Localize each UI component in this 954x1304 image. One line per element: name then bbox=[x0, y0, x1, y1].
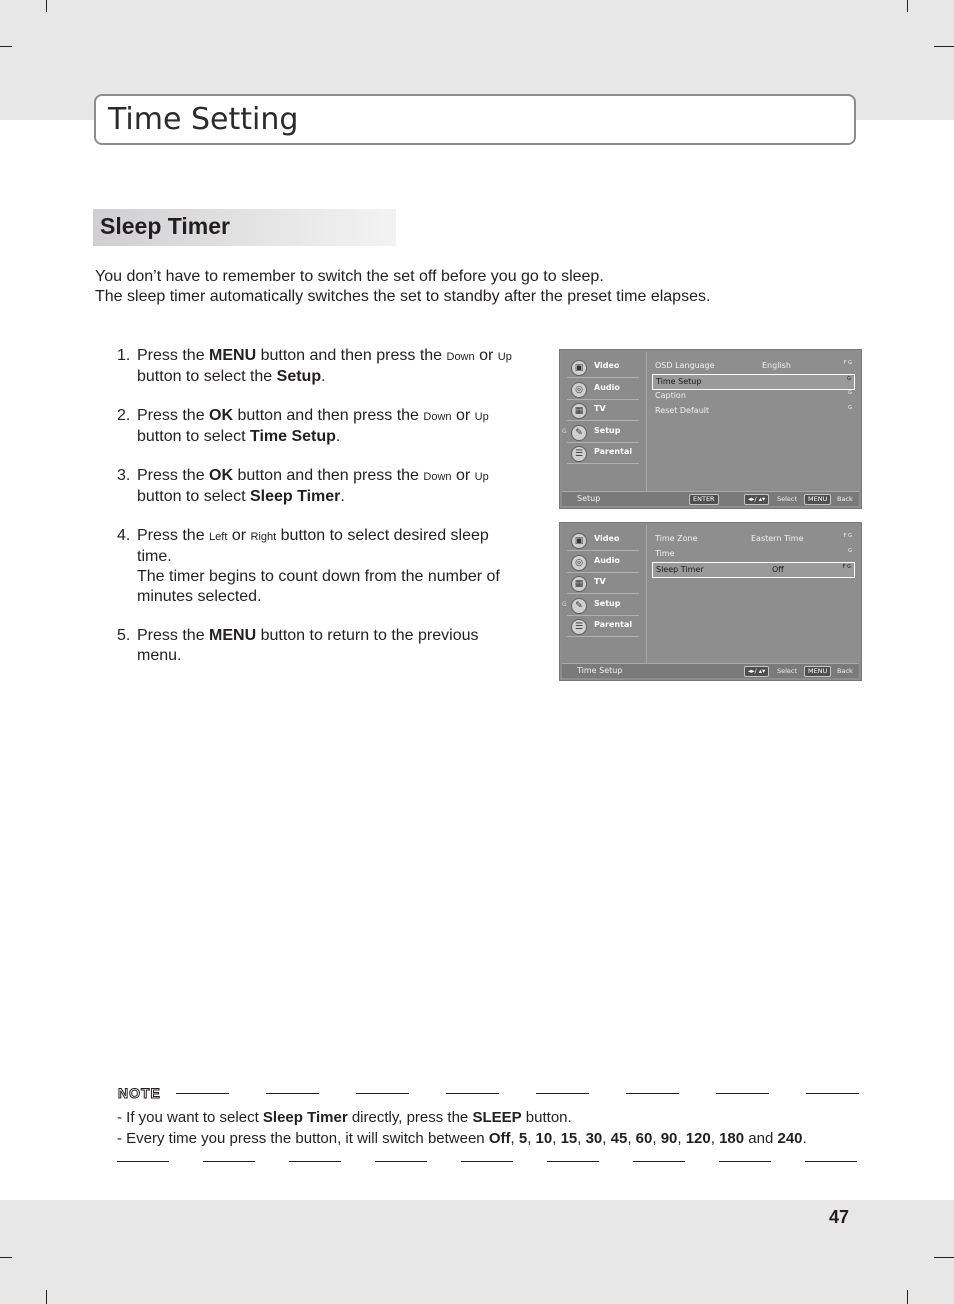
video-icon: ▣ bbox=[571, 360, 587, 376]
step-key: Up bbox=[497, 351, 512, 363]
step-text: button to select the bbox=[137, 368, 277, 385]
sidebar-item-setup bbox=[562, 595, 639, 616]
osd-setup-menu bbox=[559, 349, 862, 509]
sidebar-item-label: Setup bbox=[594, 598, 621, 608]
note-bold: SLEEP bbox=[472, 1109, 522, 1126]
step-text: or bbox=[451, 407, 475, 424]
note-text: , bbox=[552, 1130, 561, 1147]
step-text: The timer begins to count down from the number of minutes selected. bbox=[137, 568, 500, 605]
step-number: 1. bbox=[117, 347, 131, 364]
step-text: Press the bbox=[137, 527, 210, 544]
osd-menu-row bbox=[652, 389, 855, 403]
enter-chip: ENTER bbox=[689, 494, 719, 505]
tv-icon: ▦ bbox=[571, 403, 587, 419]
crop-mark bbox=[907, 0, 908, 12]
osd-row-label: Time Zone bbox=[655, 534, 698, 543]
osd-row-value: Off bbox=[772, 565, 784, 574]
osd-main-panel bbox=[647, 525, 859, 663]
osd-status-path: Time Setup bbox=[577, 666, 623, 675]
note-text: directly, press the bbox=[347, 1109, 473, 1126]
setup-icon: ✎ bbox=[571, 598, 587, 614]
osd-row-mark: G bbox=[848, 390, 852, 396]
sidebar-item-label: Parental bbox=[594, 620, 633, 629]
step-bold: MENU bbox=[209, 347, 257, 364]
sidebar-item-label: Video bbox=[594, 361, 620, 370]
section-header bbox=[93, 209, 396, 246]
section-title: Sleep Timer bbox=[100, 213, 230, 239]
step-key: Right bbox=[250, 531, 277, 543]
back-label: Back bbox=[837, 667, 853, 675]
step-text: or bbox=[474, 347, 498, 364]
note-label: NOTE bbox=[118, 1085, 161, 1101]
parental-icon: ☰ bbox=[571, 619, 587, 635]
note-bold: Off bbox=[488, 1130, 511, 1147]
step-item bbox=[117, 626, 517, 666]
note-bold: 30 bbox=[585, 1130, 603, 1147]
sidebar-item-video bbox=[567, 530, 639, 551]
osd-main-panel bbox=[647, 352, 859, 491]
intro-line: The sleep timer automatically switches the set to standby after the preset time elapses. bbox=[95, 288, 711, 305]
steps-list bbox=[117, 346, 517, 685]
note-item bbox=[117, 1128, 877, 1149]
step-item bbox=[117, 346, 517, 387]
osd-row-label: Caption bbox=[655, 391, 686, 400]
sidebar-item-label: Video bbox=[594, 534, 620, 543]
note-text: , bbox=[577, 1130, 586, 1147]
step-key: Down bbox=[446, 351, 475, 363]
note-rule-segment bbox=[375, 1161, 427, 1162]
osd-menu-row bbox=[652, 547, 855, 561]
sidebar-item-tv bbox=[567, 400, 639, 421]
note-bold: 5 bbox=[518, 1130, 528, 1147]
step-text: or bbox=[451, 467, 475, 484]
osd-status-bar bbox=[562, 491, 859, 506]
sidebar-item-label: Audio bbox=[594, 555, 620, 565]
step-item bbox=[117, 466, 517, 507]
note-bold: 60 bbox=[635, 1130, 653, 1147]
note-text: . bbox=[802, 1130, 807, 1147]
step-key: Down bbox=[423, 411, 452, 423]
step-text: . bbox=[340, 488, 345, 505]
video-icon: ▣ bbox=[571, 533, 587, 549]
note-bold: 15 bbox=[560, 1130, 578, 1147]
tv-icon: ▦ bbox=[571, 576, 587, 592]
step-number: 4. bbox=[117, 527, 131, 544]
note-text: , bbox=[527, 1130, 536, 1147]
page-title-box bbox=[94, 94, 856, 145]
step-key: Down bbox=[423, 471, 452, 483]
osd-row-label: Sleep Timer bbox=[656, 565, 704, 574]
step-text: or bbox=[227, 527, 251, 544]
step-bold: Sleep Timer bbox=[249, 488, 341, 505]
step-number: 2. bbox=[117, 407, 131, 424]
intro-text bbox=[95, 267, 855, 307]
note-rule-segment bbox=[626, 1093, 679, 1094]
crop-mark bbox=[907, 1290, 908, 1304]
osd-row-value: Eastern Time bbox=[751, 534, 804, 543]
footer-band bbox=[0, 1200, 954, 1304]
osd-menu-row bbox=[652, 562, 855, 578]
note-rule-segment bbox=[633, 1161, 685, 1162]
note-text: , bbox=[710, 1130, 720, 1147]
osd-menu-row bbox=[652, 374, 855, 390]
sidebar-item-parental bbox=[567, 443, 639, 464]
step-number: 3. bbox=[117, 467, 131, 484]
note-rule-segment bbox=[117, 1161, 169, 1162]
note-rule-segment bbox=[176, 1093, 229, 1094]
step-key: Up bbox=[474, 411, 489, 423]
parental-icon: ☰ bbox=[571, 446, 587, 462]
crop-mark bbox=[0, 46, 12, 47]
back-label: Back bbox=[837, 495, 853, 503]
step-number: 5. bbox=[117, 627, 131, 644]
note-text: , bbox=[602, 1130, 611, 1147]
step-bold: OK bbox=[209, 407, 234, 424]
osd-row-mark: G bbox=[848, 405, 852, 411]
audio-icon: ◎ bbox=[571, 555, 587, 571]
note-bold: 10 bbox=[535, 1130, 553, 1147]
step-text: button and then press the bbox=[233, 467, 424, 484]
step-text: button to select desired sleep time. bbox=[137, 527, 489, 565]
step-text: button and then press the bbox=[256, 347, 447, 364]
crop-mark bbox=[46, 1290, 47, 1304]
note-rule-segment bbox=[289, 1161, 341, 1162]
intro-line: You don’t have to remember to switch the set off before you go to sleep. bbox=[95, 268, 604, 285]
step-bold: Time Setup bbox=[249, 428, 336, 445]
sidebar-item-label: Parental bbox=[594, 447, 633, 456]
note-rule-segment bbox=[536, 1093, 589, 1094]
step-key: Left bbox=[209, 531, 228, 543]
sidebar-item-setup bbox=[562, 422, 639, 443]
step-item bbox=[117, 406, 517, 447]
step-item bbox=[117, 526, 517, 607]
note-item bbox=[117, 1107, 877, 1128]
sidebar-item-tv bbox=[567, 573, 639, 594]
osd-row-label: Time Setup bbox=[656, 377, 702, 386]
step-text: button to return to the previous menu. bbox=[137, 627, 479, 664]
osd-row-mark: G bbox=[848, 548, 852, 554]
audio-icon: ◎ bbox=[571, 382, 587, 398]
step-text: . bbox=[335, 428, 341, 445]
note-rule-segment bbox=[547, 1161, 599, 1162]
osd-sidebar bbox=[562, 525, 647, 663]
select-label: Select bbox=[777, 495, 798, 503]
note-text: , bbox=[510, 1130, 519, 1147]
osd-status-bar bbox=[562, 663, 859, 678]
select-label: Select bbox=[777, 667, 798, 675]
note-text: , bbox=[677, 1130, 686, 1147]
sidebar-item-label: TV bbox=[594, 577, 606, 586]
osd-menu-row bbox=[652, 404, 855, 418]
sidebar-item-label: TV bbox=[594, 404, 606, 413]
note-text: , bbox=[627, 1130, 636, 1147]
note-bold: 120 bbox=[685, 1130, 711, 1147]
step-text: Press the bbox=[137, 627, 210, 644]
osd-row-label: Time bbox=[655, 549, 675, 558]
crop-mark bbox=[0, 1257, 12, 1258]
osd-row-mark: G bbox=[847, 376, 851, 382]
note-rule-segment bbox=[266, 1093, 319, 1094]
menu-chip: MENU bbox=[804, 666, 831, 677]
sidebar-item-audio bbox=[567, 552, 639, 573]
note-text: and bbox=[744, 1130, 778, 1147]
sidebar-item-label: Setup bbox=[594, 425, 621, 435]
sidebar-marker: G bbox=[562, 427, 567, 435]
step-text: Press the bbox=[137, 347, 210, 364]
step-text: button and then press the bbox=[233, 407, 424, 424]
note-bold: 90 bbox=[660, 1130, 678, 1147]
step-text: button to select bbox=[137, 428, 250, 445]
note-text: button. bbox=[521, 1109, 572, 1126]
note-bold: 240 bbox=[777, 1130, 803, 1147]
note-rule-segment bbox=[356, 1093, 409, 1094]
crop-mark bbox=[934, 46, 954, 47]
step-text: Press the bbox=[137, 467, 210, 484]
osd-status-path: Setup bbox=[577, 494, 601, 503]
osd-row-mark: F G bbox=[843, 360, 852, 366]
nav-chip: ◂▸/ ▴▾ bbox=[744, 666, 769, 677]
page-number: 47 bbox=[829, 1207, 850, 1227]
note-bold: 45 bbox=[610, 1130, 628, 1147]
note-rule-segment bbox=[203, 1161, 255, 1162]
osd-menu-row bbox=[652, 359, 855, 373]
nav-chip: ◂▸/ ▴▾ bbox=[744, 494, 769, 505]
note-rule-segment bbox=[806, 1093, 859, 1094]
setup-icon: ✎ bbox=[571, 425, 587, 441]
sidebar-item-audio bbox=[567, 379, 639, 400]
osd-menu-row bbox=[652, 532, 855, 546]
note-rule-segment bbox=[461, 1161, 513, 1162]
osd-row-mark: F G bbox=[842, 564, 851, 570]
crop-mark bbox=[46, 0, 47, 12]
crop-mark bbox=[934, 1257, 954, 1258]
step-bold: OK bbox=[209, 467, 234, 484]
note-bold: Sleep Timer bbox=[262, 1109, 348, 1126]
menu-chip: MENU bbox=[804, 494, 831, 505]
step-key: Up bbox=[474, 471, 489, 483]
note-list bbox=[117, 1107, 877, 1149]
osd-sidebar bbox=[562, 352, 647, 491]
step-text: Press the bbox=[137, 407, 210, 424]
note-text: - Every time you press the button, it will switch between bbox=[117, 1130, 489, 1147]
note-rule-segment bbox=[716, 1093, 769, 1094]
page-title: Time Setting bbox=[108, 102, 299, 137]
note-rule-segment bbox=[719, 1161, 771, 1162]
note-bold: 180 bbox=[719, 1130, 745, 1147]
sidebar-marker: G bbox=[562, 600, 567, 608]
sidebar-item-label: Audio bbox=[594, 382, 620, 392]
osd-row-mark: F G bbox=[843, 533, 852, 539]
note-rule-segment bbox=[446, 1093, 499, 1094]
osd-row-label: OSD Language bbox=[655, 361, 715, 370]
note-text: , bbox=[652, 1130, 661, 1147]
note-rule-segment bbox=[805, 1161, 857, 1162]
sidebar-item-parental bbox=[567, 616, 639, 637]
step-text: button to select bbox=[137, 488, 250, 505]
note-text: - If you want to select bbox=[117, 1109, 263, 1126]
step-bold: Setup bbox=[276, 368, 322, 385]
step-bold: MENU bbox=[209, 627, 257, 644]
sidebar-item-video bbox=[567, 357, 639, 378]
osd-row-label: Reset Default bbox=[655, 406, 710, 415]
step-text: . bbox=[321, 368, 326, 385]
osd-row-value: English bbox=[762, 361, 791, 370]
osd-time-setup-menu bbox=[559, 522, 862, 681]
